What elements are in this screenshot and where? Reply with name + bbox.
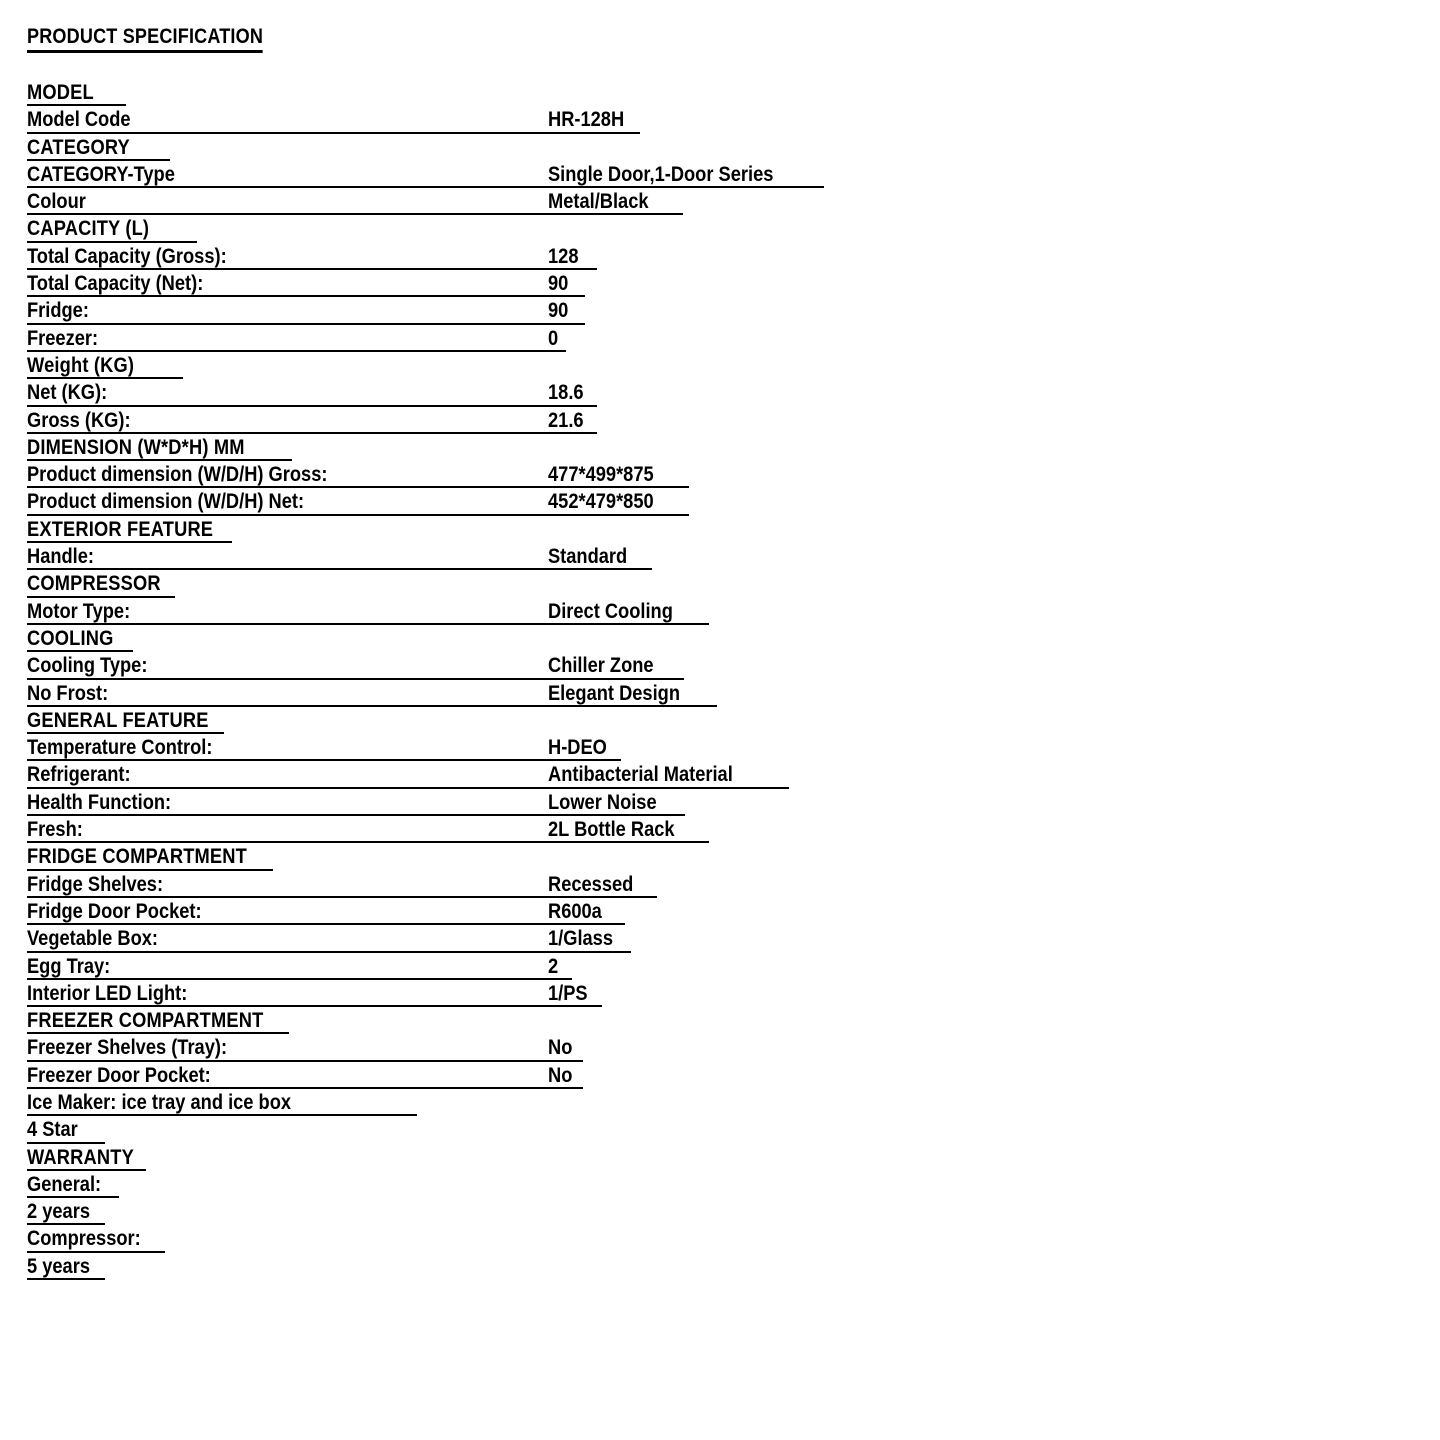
- section-label: Weight (KG): [27, 353, 135, 377]
- section-label: CATEGORY: [27, 135, 130, 159]
- section-label: GENERAL FEATURE: [27, 708, 209, 732]
- spec-value: Elegant Design: [548, 681, 680, 705]
- spec-row: [27, 872, 1417, 899]
- spec-label: Net (KG):: [27, 381, 108, 405]
- spec-section-header: [27, 353, 1417, 380]
- spec-value: HR-128H: [548, 108, 625, 132]
- spec-section-header: [27, 216, 1417, 243]
- spec-row: [27, 489, 1417, 516]
- spec-value: 477*499*875: [548, 463, 654, 487]
- spec-row: [27, 762, 1417, 789]
- spec-row: [27, 981, 1417, 1008]
- spec-row: [27, 1254, 1417, 1281]
- spec-row: [27, 954, 1417, 981]
- spec-section-header: [27, 844, 1417, 871]
- spec-row: [27, 408, 1417, 435]
- spec-section-header: [27, 80, 1417, 107]
- spec-section-header: [27, 708, 1417, 735]
- spec-value: 90: [548, 272, 569, 296]
- spec-row: [27, 544, 1417, 571]
- spec-value: 2L Bottle Rack: [548, 818, 675, 842]
- spec-label: Cooling Type:: [27, 654, 148, 678]
- spec-label: General:: [27, 1172, 102, 1196]
- spec-section-header: [27, 435, 1417, 462]
- spec-value: R600a: [548, 899, 602, 923]
- spec-label: Temperature Control:: [27, 736, 213, 760]
- spec-row: [27, 1063, 1417, 1090]
- spec-label: Interior LED Light:: [27, 981, 188, 1005]
- spec-section-header: [27, 571, 1417, 598]
- spec-row: [27, 189, 1417, 216]
- spec-label: Egg Tray:: [27, 954, 111, 978]
- section-label: MODEL: [27, 81, 94, 104]
- spec-label: Fridge Door Pocket:: [27, 899, 202, 923]
- spec-row: [27, 1117, 1417, 1144]
- spec-value: 1/Glass: [548, 927, 614, 951]
- spec-label: 5 years: [27, 1254, 90, 1278]
- spec-label: CATEGORY-Type: [27, 162, 175, 186]
- spec-label: Vegetable Box:: [27, 927, 158, 951]
- spec-value: Standard: [548, 545, 628, 569]
- spec-label: Handle:: [27, 545, 95, 569]
- spec-row: [27, 1199, 1417, 1226]
- spec-label: Compressor:: [27, 1227, 141, 1251]
- spec-label: Freezer:: [27, 326, 99, 350]
- spec-label: Fridge Shelves:: [27, 872, 164, 896]
- spec-value: 2: [548, 954, 559, 978]
- section-label: CAPACITY (L): [27, 217, 150, 241]
- spec-value: 0: [548, 326, 559, 350]
- spec-value: 128: [548, 244, 579, 268]
- spec-label: Ice Maker: ice tray and ice box: [27, 1090, 292, 1114]
- spec-value: Antibacterial Material: [548, 763, 733, 787]
- spec-section-header: [27, 1145, 1417, 1172]
- spec-label: Gross (KG):: [27, 408, 131, 432]
- specification-rows: [27, 80, 1417, 1281]
- spec-label: Fridge:: [27, 299, 89, 323]
- spec-value: Chiller Zone: [548, 654, 654, 678]
- spec-row: [27, 1035, 1417, 1062]
- spec-label: Health Function:: [27, 790, 172, 814]
- spec-label: Total Capacity (Net):: [27, 272, 204, 296]
- spec-row: [27, 271, 1417, 298]
- spec-value: 1/PS: [548, 981, 588, 1005]
- page-title: [27, 26, 263, 53]
- row-underline: [27, 323, 585, 325]
- spec-value: No: [548, 1036, 573, 1060]
- spec-row: [27, 899, 1417, 926]
- section-label: COMPRESSOR: [27, 572, 161, 596]
- spec-section-header: [27, 517, 1417, 544]
- spec-row: [27, 107, 1417, 134]
- spec-value: No: [548, 1063, 573, 1087]
- spec-row: [27, 926, 1417, 953]
- spec-value: 18.6: [548, 381, 584, 405]
- spec-row: [27, 653, 1417, 680]
- spec-row: [27, 817, 1417, 844]
- spec-label: Product dimension (W/D/H) Net:: [27, 490, 305, 514]
- spec-row: [27, 326, 1417, 353]
- spec-row: [27, 790, 1417, 817]
- section-label: FRIDGE COMPARTMENT: [27, 845, 248, 869]
- spec-row: [27, 244, 1417, 271]
- spec-label: 4 Star: [27, 1118, 78, 1142]
- section-label: COOLING: [27, 626, 114, 650]
- spec-label: 2 years: [27, 1200, 90, 1224]
- spec-value: 90: [548, 299, 569, 323]
- spec-row: [27, 681, 1417, 708]
- spec-value: 21.6: [548, 408, 584, 432]
- row-underline: [27, 405, 597, 407]
- section-label: WARRANTY: [27, 1145, 134, 1169]
- spec-row: [27, 1226, 1417, 1253]
- spec-row: [27, 1172, 1417, 1199]
- spec-row: [27, 298, 1417, 325]
- spec-value: Lower Noise: [548, 790, 657, 814]
- spec-value: Metal/Black: [548, 190, 649, 214]
- spec-value: 452*479*850: [548, 490, 654, 514]
- spec-label: Freezer Door Pocket:: [27, 1063, 211, 1087]
- spec-value: H-DEO: [548, 736, 607, 760]
- spec-section-header: [27, 1008, 1417, 1035]
- spec-label: Model Code: [27, 108, 131, 132]
- spec-label: Fresh:: [27, 818, 83, 842]
- spec-row: [27, 462, 1417, 489]
- spec-value: Single Door,1-Door Series: [548, 162, 774, 186]
- spec-row: [27, 735, 1417, 762]
- spec-value: Recessed: [548, 872, 634, 896]
- page-title-text: PRODUCT SPECIFICATION: [27, 26, 263, 53]
- spec-row: [27, 162, 1417, 189]
- spec-section-header: [27, 626, 1417, 653]
- spec-label: No Frost:: [27, 681, 109, 705]
- spec-row: [27, 380, 1417, 407]
- row-underline: [27, 350, 566, 352]
- spec-label: Total Capacity (Gross):: [27, 244, 227, 268]
- section-label: FREEZER COMPARTMENT: [27, 1009, 264, 1033]
- section-label: EXTERIOR FEATURE: [27, 517, 214, 541]
- spec-row: [27, 1090, 1417, 1117]
- spec-section-header: [27, 135, 1417, 162]
- spec-label: Colour: [27, 190, 86, 214]
- spec-row: [27, 599, 1417, 626]
- spec-label: Product dimension (W/D/H) Gross:: [27, 463, 328, 487]
- spec-label: Refrigerant:: [27, 763, 131, 787]
- spec-label: Freezer Shelves (Tray):: [27, 1036, 228, 1060]
- spec-label: Motor Type:: [27, 599, 131, 623]
- spec-value: Direct Cooling: [548, 599, 673, 623]
- section-label: DIMENSION (W*D*H) MM: [27, 435, 245, 459]
